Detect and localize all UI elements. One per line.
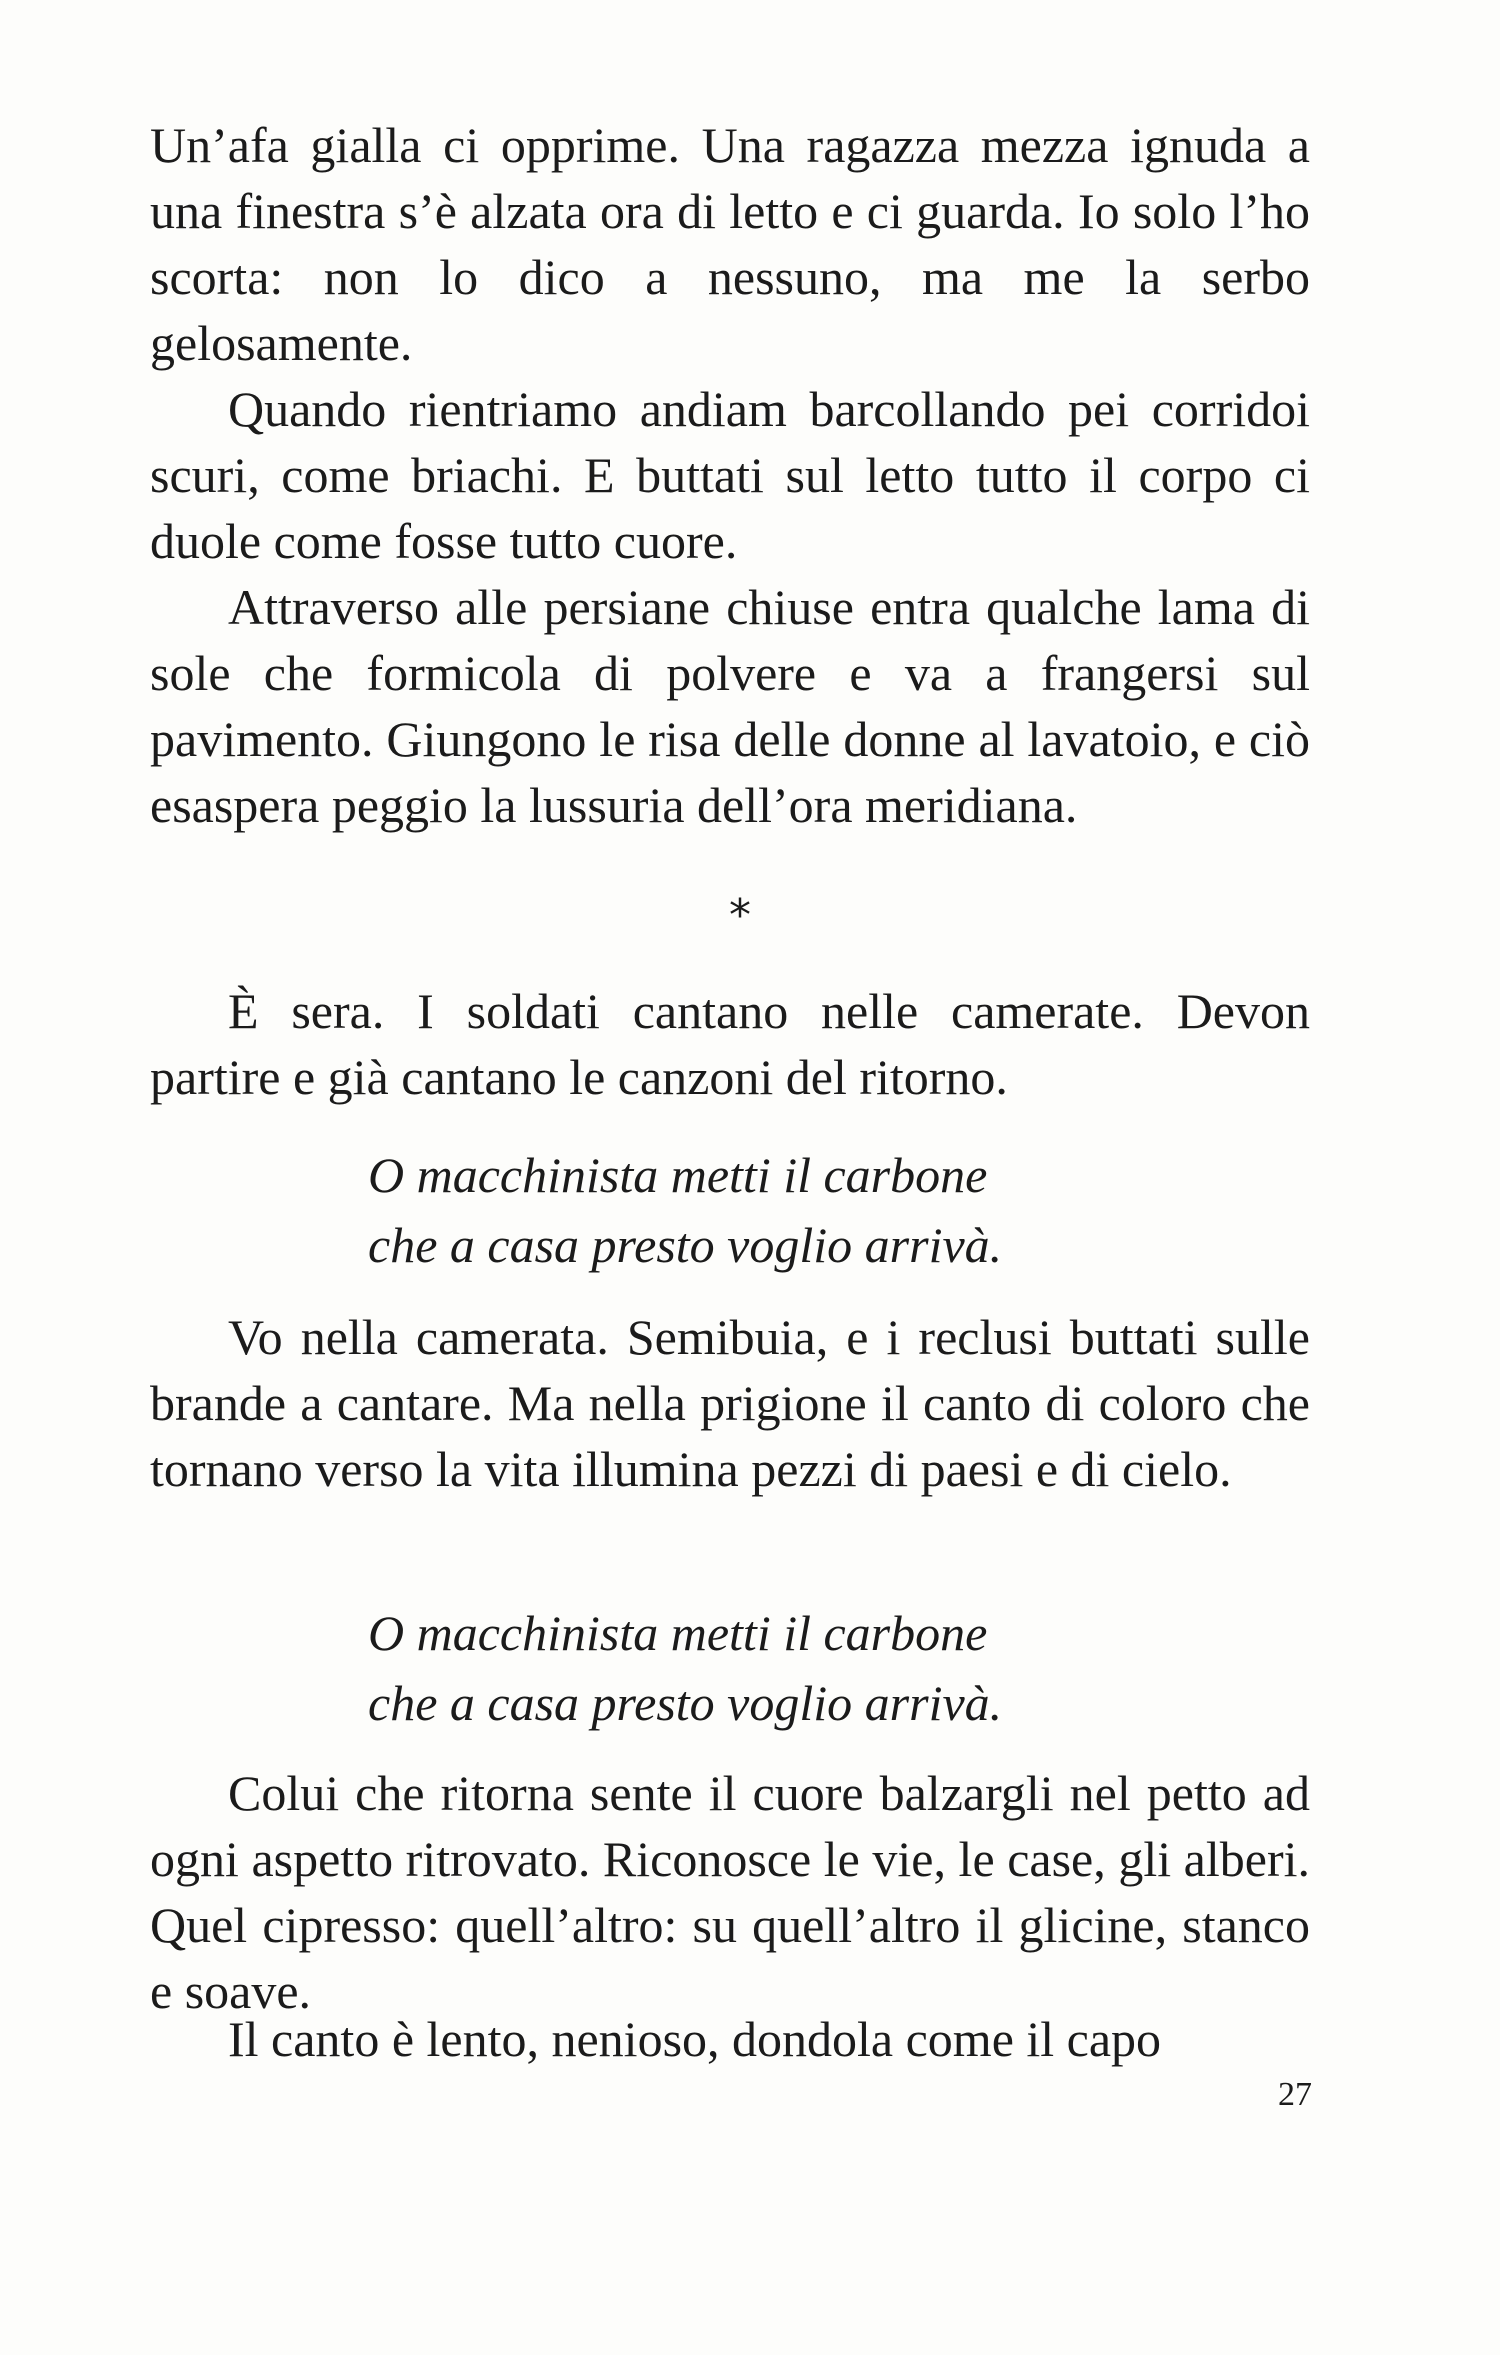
verse-line: che a casa presto voglio arrivà. bbox=[368, 1675, 1003, 1731]
page-number: 27 bbox=[1278, 2076, 1312, 2113]
verse-line: che a casa presto voglio arrivà. bbox=[368, 1217, 1003, 1273]
paragraph-1 bbox=[150, 112, 1310, 376]
paragraph-text: Attraverso alle persiane chiuse entra qualche lama di sole che formicola di polvere e va a frangersi sul pavimento. Giungono le risa delle donne al lavatoio, e ciò esaspera peggio la lussuria dell’ora meridiana. bbox=[150, 579, 1310, 833]
song-verse-2 bbox=[368, 1598, 1002, 1738]
paragraph-text: Quando rientriamo andiam barcollando pei corridoi scuri, come briachi. E buttati sul letto tutto il corpo ci duole come fosse tutto cuore. bbox=[150, 381, 1310, 569]
paragraph-5 bbox=[150, 1304, 1310, 1502]
verse-line: O macchinista metti il carbone bbox=[368, 1147, 988, 1203]
paragraph-6 bbox=[150, 1760, 1310, 2024]
paragraph-text: Colui che ritorna sente il cuore balzargli nel petto ad ogni aspetto ritrovato. Riconosce le vie, le case, gli alberi. Quel cipresso: quell’altro: su quell’altro il glicine, stanco e soave. bbox=[150, 1765, 1310, 2019]
song-verse-1 bbox=[368, 1140, 1002, 1280]
paragraph-text: Vo nella camerata. Semibuia, e i reclusi buttati sulle brande a cantare. Ma nella prigione il canto di coloro che tornano verso la vita illumina pezzi di paesi e di cielo. bbox=[150, 1309, 1310, 1497]
paragraph-text: È sera. I soldati cantano nelle camerate. Devon partire e già cantano le canzoni del ritorno. bbox=[150, 983, 1310, 1105]
verse-line: O macchinista metti il carbone bbox=[368, 1605, 988, 1661]
paragraph-7 bbox=[150, 2006, 1310, 2072]
paragraph-3 bbox=[150, 574, 1310, 838]
section-separator: * bbox=[729, 890, 751, 941]
paragraph-text: Un’afa gialla ci opprime. Una ragazza mezza ignuda a una finestra s’è alzata ora di letto e ci guarda. Io solo l’ho scorta: non lo dico a nessuno, ma me la serbo gelosamente. bbox=[150, 117, 1310, 371]
paragraph-text: Il canto è lento, nenioso, dondola come il capo bbox=[228, 2011, 1162, 2067]
paragraph-4 bbox=[150, 978, 1310, 1110]
paragraph-2 bbox=[150, 376, 1310, 574]
